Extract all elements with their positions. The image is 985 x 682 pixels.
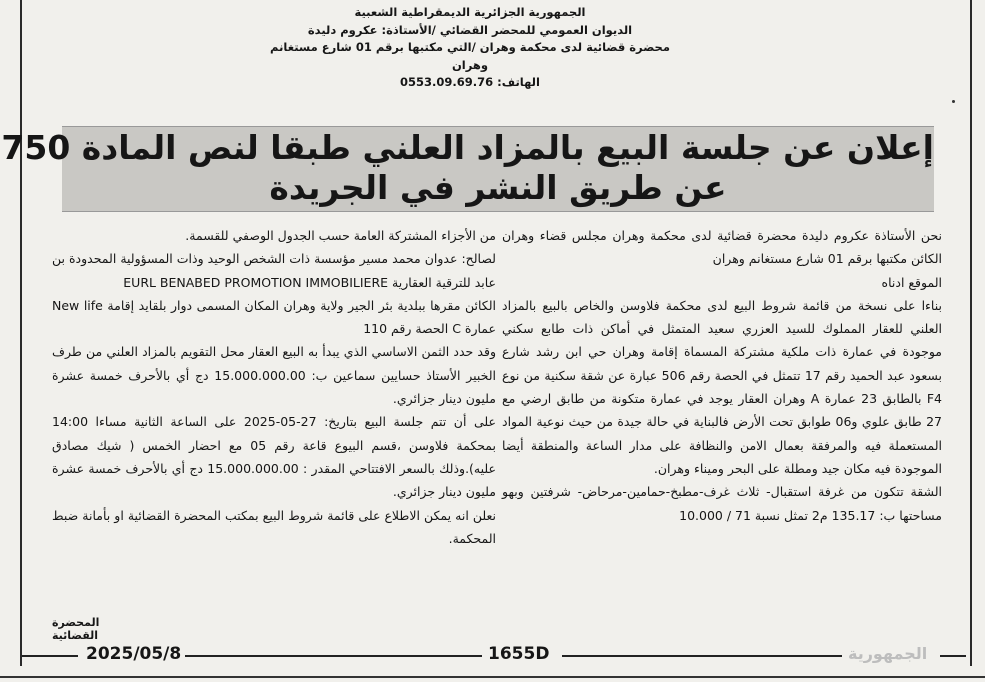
announcement-title <box>1 126 934 208</box>
footer-rule-mid-left <box>182 655 482 657</box>
title-line-2: عن طريق النشر في الجريدة <box>269 168 727 207</box>
paragraph-base-price: وقد حدد الثمن الاساسي الذي يبدأ به البيع العقار محل التقويم بالمزاد العلني من طرف الخبير الأستاذ حسايين سماعين ب: 15.000.000.00 دج أي بالأحرف خمسة عشرة مليون دينار جزائري. <box>52 344 496 407</box>
footer-rule-left <box>22 655 78 657</box>
header-line-city: وهران <box>451 57 489 72</box>
paragraph-headquarters: الكائن مقرها ببلدية بئر الجير ولاية وهران المكان المسمى دوار بلقايد إقامة New life عمارة C الحصة رقم 110 <box>52 297 496 337</box>
title-line-1: إعلان عن جلسة البيع بالمزاد العلني طبقا لنص المادة 750 <box>1 128 934 167</box>
footer-rule-right <box>940 655 966 657</box>
speck <box>952 100 955 103</box>
paragraph-notice: نعلن انه يمكن الاطلاع على قائمة شروط البيع بمكتب المحضرة القضائية او بأمانة ضبط المحكمة. <box>52 507 496 546</box>
left-column <box>52 224 496 550</box>
header-phone: الهاتف: 0553.09.69.76 <box>400 75 540 89</box>
paragraph-signed-below: الموقع ادناه <box>881 274 942 290</box>
paragraph-intro: نحن الأستاذة عكروم دليدة محضرة قضائية لدى محكمة وهران مجلس قضاء وهران الكائن مكتبها برقم 01 شارع مستغانم وهران <box>502 228 942 267</box>
paragraph-beneficiary: لصالح: عدوان محمد مسير مؤسسة ذات الشخص الوحيد وذات المسؤولية المحدودة بن عابد للترقية العقارية EURL BENABED PROMOTION IMMOBILIERE <box>52 251 496 290</box>
footer-bar <box>22 644 966 666</box>
footer-ad-number: 1655D <box>484 644 553 664</box>
paragraph-property: بناءا على نسخة من قائمة شروط البيع لدى محكمة فلاوسن والخاص بالبيع بالمزاد العلني للعقار المملوك للسيد العزري سعيد المتمثل في أماكن ذات طابع سكني موجودة في عمارة ذات ملكية مشتركة المسماة إقامة وهران حي ابن رشد شارع بسعود عبد الحميد رقم 17 تتمثل في الحصة رقم 506 عبارة عن شقة سكنية من نوع F4 بالطابق 23 عمارة A وهران العقار يوجد في عمارة متكونة من طابق ارضي مع 27 طابق علوي و06 طوابق تحت الأرض فالبناية في حالة جيدة من حيث نوعية المواد المستعملة فيه والمرفقة بعمال الامن والنظافة على مدار الساعة والمنطقة أيضا الموجودة فيه مكان جيد ومطلة على البحر وميناء وهران. <box>502 297 942 476</box>
paragraph-session-date: على أن تتم جلسة البيع بتاريخ: 27-05-2025 على الساعة الثانية مساءا 14:00 بمحكمة فلاوسن ،قسم البيوع قاعة رقم 05 مع احضار الخمس ( شيك مصادق عليه).وذلك بالسعر الافتتاحي المقدر : 15.000.000.00 دج أي بالأحرف خمسة عشرة مليون دينار جزائري. <box>52 414 497 500</box>
footer-date: 2025/05/8 <box>82 644 185 664</box>
header-line-address: محضرة قضائية لدى محكمة وهران /التي مكتبها برقم 01 شارع مستغانم <box>270 40 670 54</box>
signature: المحضرة القضائية <box>52 616 100 642</box>
footer-rule-mid-right <box>562 655 842 657</box>
header-line-republic: الجمهورية الجزائرية الديمقراطية الشعبية <box>354 5 586 19</box>
header-line-office: الديوان العمومي للمحضر القضائي /الأستاذة: عكروم دليدة <box>307 22 633 37</box>
paragraph-apartment: الشقة تتكون من غرفة استقبال- ثلاث غرف-مطبخ-حمامين-مرحاض- شرفتين وبهو مساحتها ب: 135.17 م2 تمثل نسبة 71 / 10.000 <box>502 484 942 523</box>
issuer-header <box>150 4 790 92</box>
right-column <box>502 224 942 527</box>
bottom-rule <box>0 676 985 678</box>
paragraph-common-parts: من الأجزاء المشتركة العامة حسب الجدول الوصفي للقسمة. <box>185 228 496 243</box>
newspaper-logo: الجمهورية <box>844 644 931 663</box>
